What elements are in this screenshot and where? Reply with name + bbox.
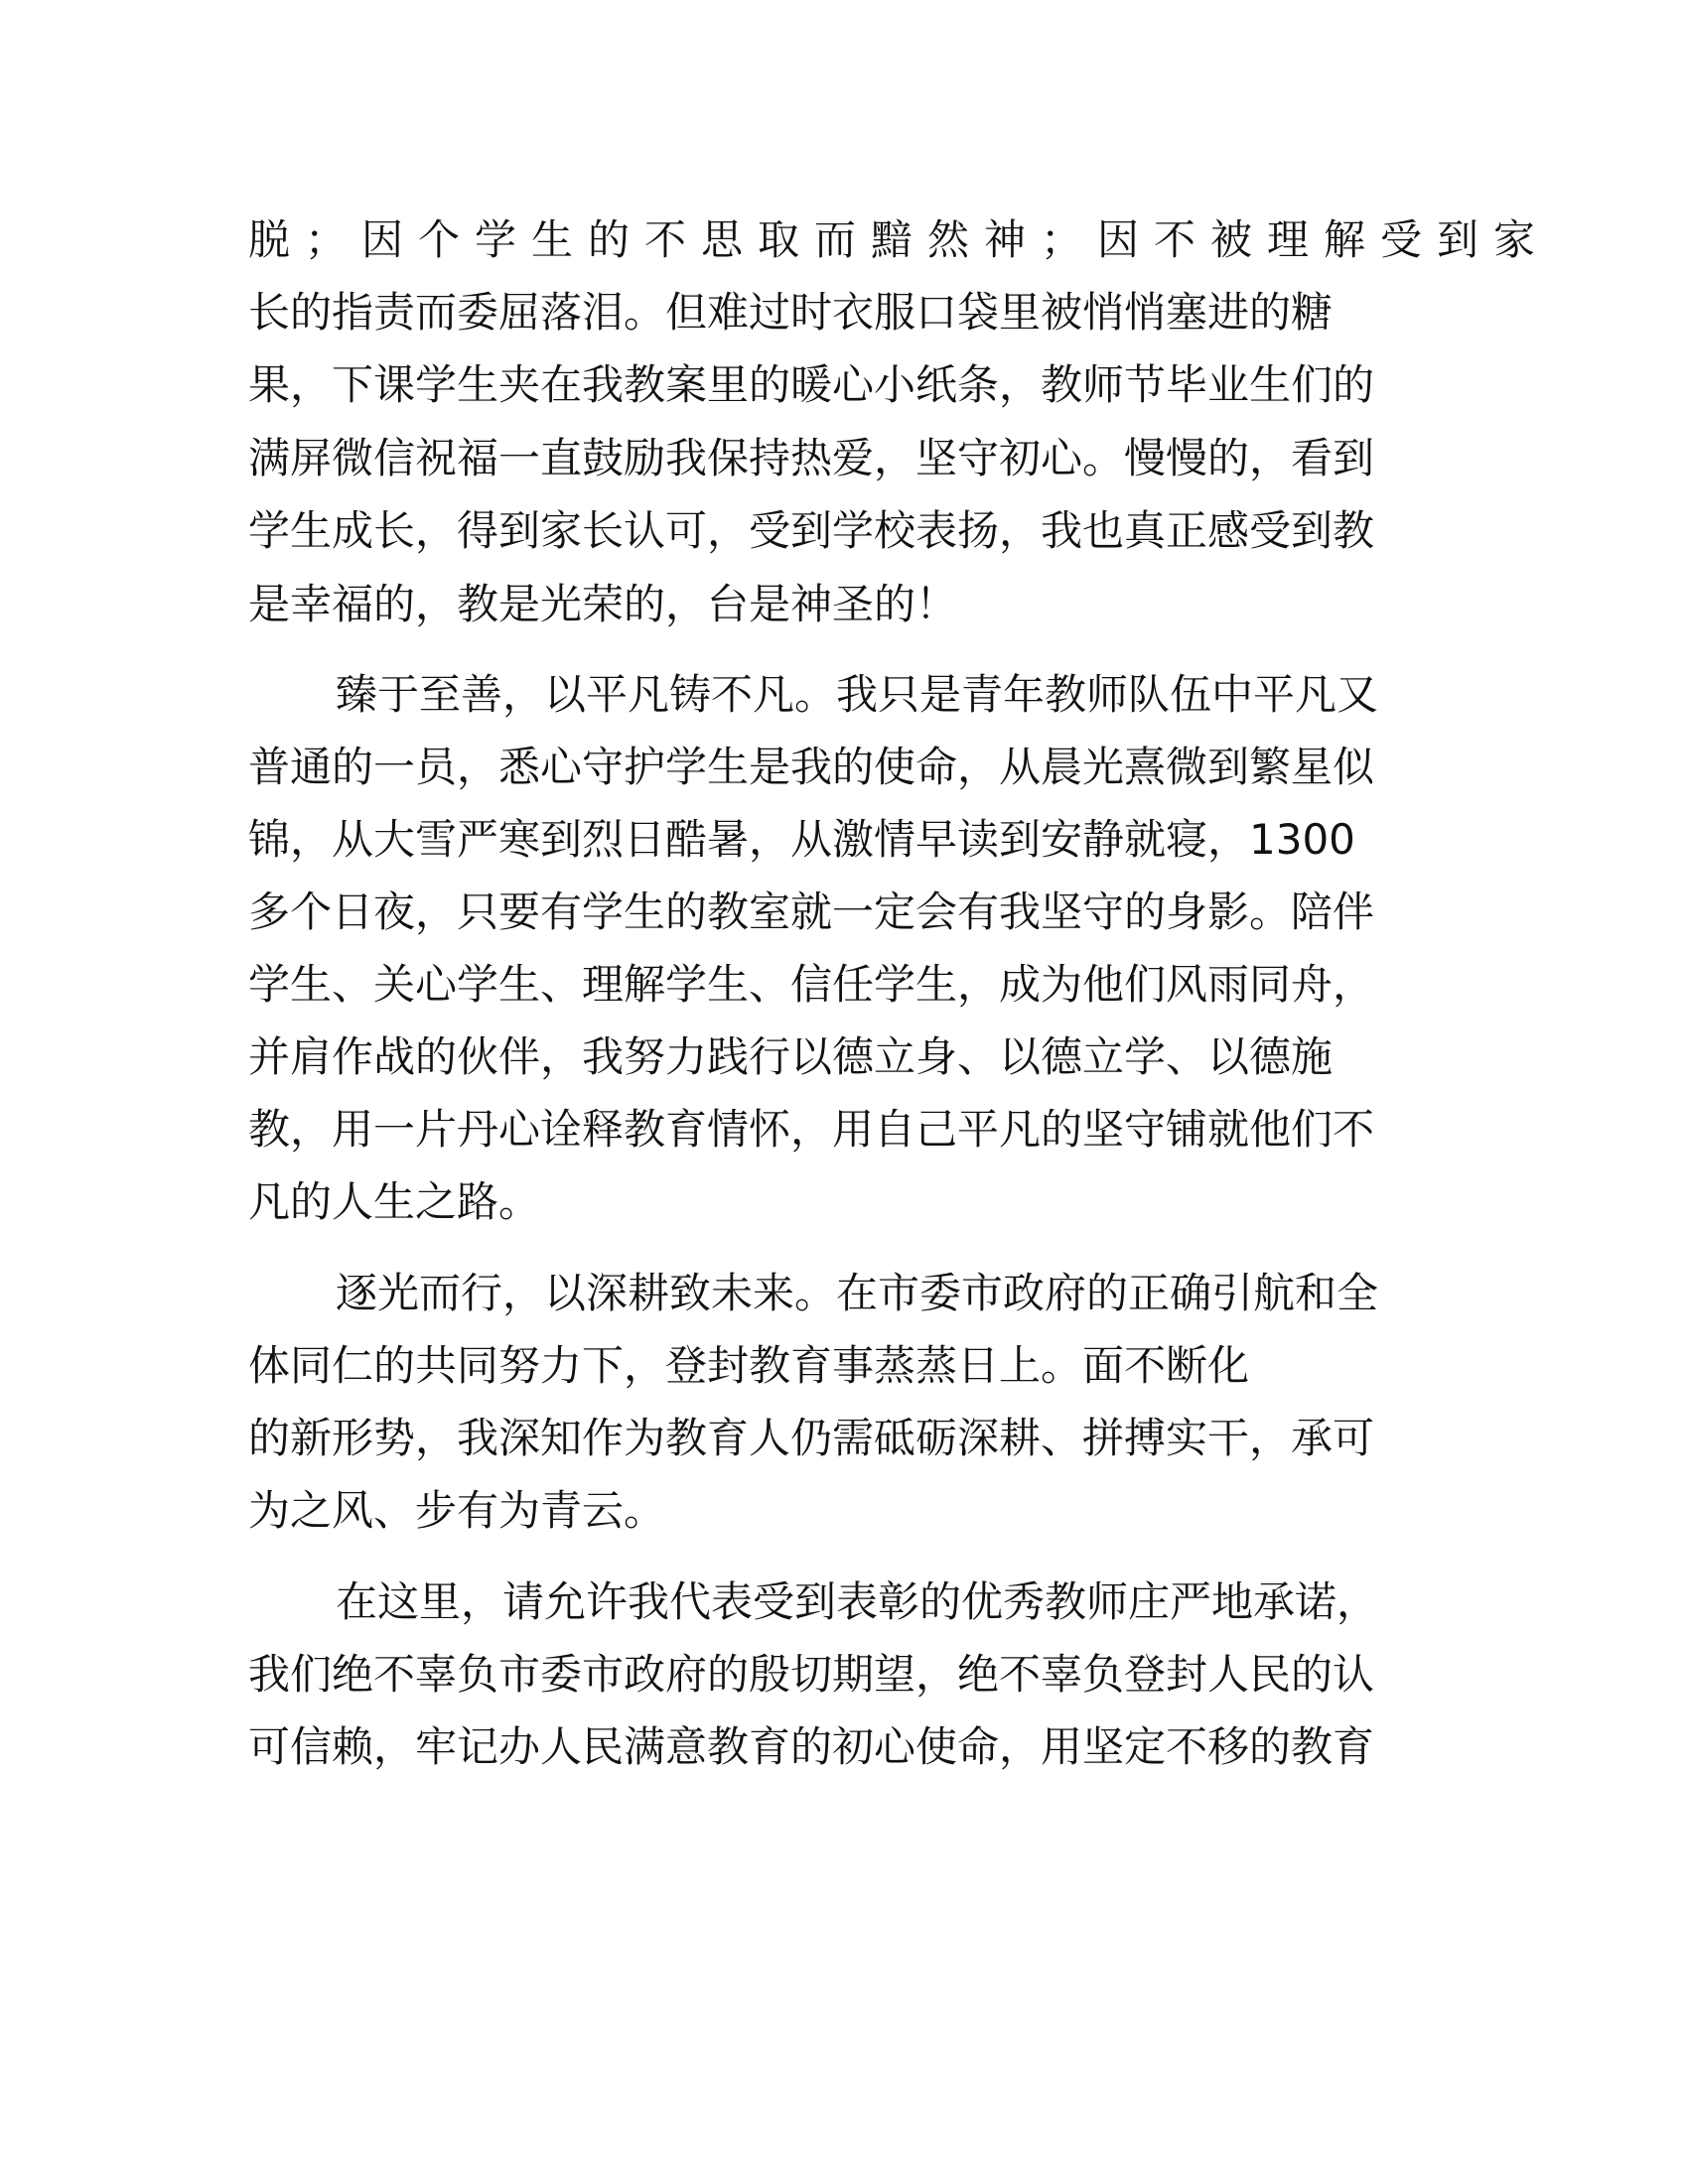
text-line: 凡的人生之路。 (248, 1177, 541, 1226)
text-line: 可信赖，牢记办人民满意教育的初心使命，用坚定不移的教育 (248, 1722, 1375, 1771)
text-line: 普通的一员，悉心守护学生是我的使命，从晨光熹微到繁星似 (248, 743, 1375, 791)
text-line: 为之风、步有为青云。 (248, 1486, 666, 1535)
text-line: 满屏微信祝福一直鼓励我保持热爱，坚守初心。慢慢的，看到 (248, 434, 1375, 482)
text-line: 长的指责而委屈落泪。但难过时衣服口袋里被悄悄塞进的糖 (248, 288, 1334, 337)
text-line: 的新形势，我深知作为教育人仍需砥砺深耕、拼搏实干，承可 (248, 1414, 1375, 1462)
text-line: 多个日夜，只要有学生的教室就一定会有我坚守的身影。陪伴 (248, 887, 1375, 936)
text-line: 脱；因个学生的不思取而黯然神；因不被理解受到家 (248, 215, 1551, 264)
text-line: 教，用一片丹心诠释教育情怀，用自己平凡的坚守铺就他们不 (248, 1105, 1375, 1154)
text-line: 我们绝不辜负市委市政府的殷切期望，绝不辜负登封人民的认 (248, 1650, 1375, 1699)
text-line: 体同仁的共同努力下，登封教育事蒸蒸日上。面不断化 (248, 1341, 1250, 1390)
text-line: 学生、关心学生、理解学生、信任学生，成为他们风雨同舟， (248, 960, 1375, 1009)
text-line: 学生成长，得到家长认可，受到学校表扬，我也真正感受到教 (248, 506, 1375, 555)
paragraph-first-line: 逐光而行，以深耕致未来。在市委市政府的正确引航和全 (336, 1269, 1379, 1317)
text-line: 是幸福的，教是光荣的，台是神圣的！ (248, 580, 958, 628)
text-line: 锦，从大雪严寒到烈日酷暑，从激情早读到安静就寝，1300 (248, 815, 1355, 864)
paragraph-first-line: 臻于至善，以平凡铸不凡。我只是青年教师队伍中平凡又 (336, 670, 1379, 719)
text-line: 并肩作战的伙伴，我努力践行以德立身、以德立学、以德施 (248, 1032, 1334, 1081)
text-line: 果，下课学生夹在我教案里的暖心小纸条，教师节毕业生们的 (248, 360, 1375, 409)
paragraph-first-line: 在这里，请允许我代表受到表彰的优秀教师庄严地承诺， (336, 1577, 1379, 1626)
